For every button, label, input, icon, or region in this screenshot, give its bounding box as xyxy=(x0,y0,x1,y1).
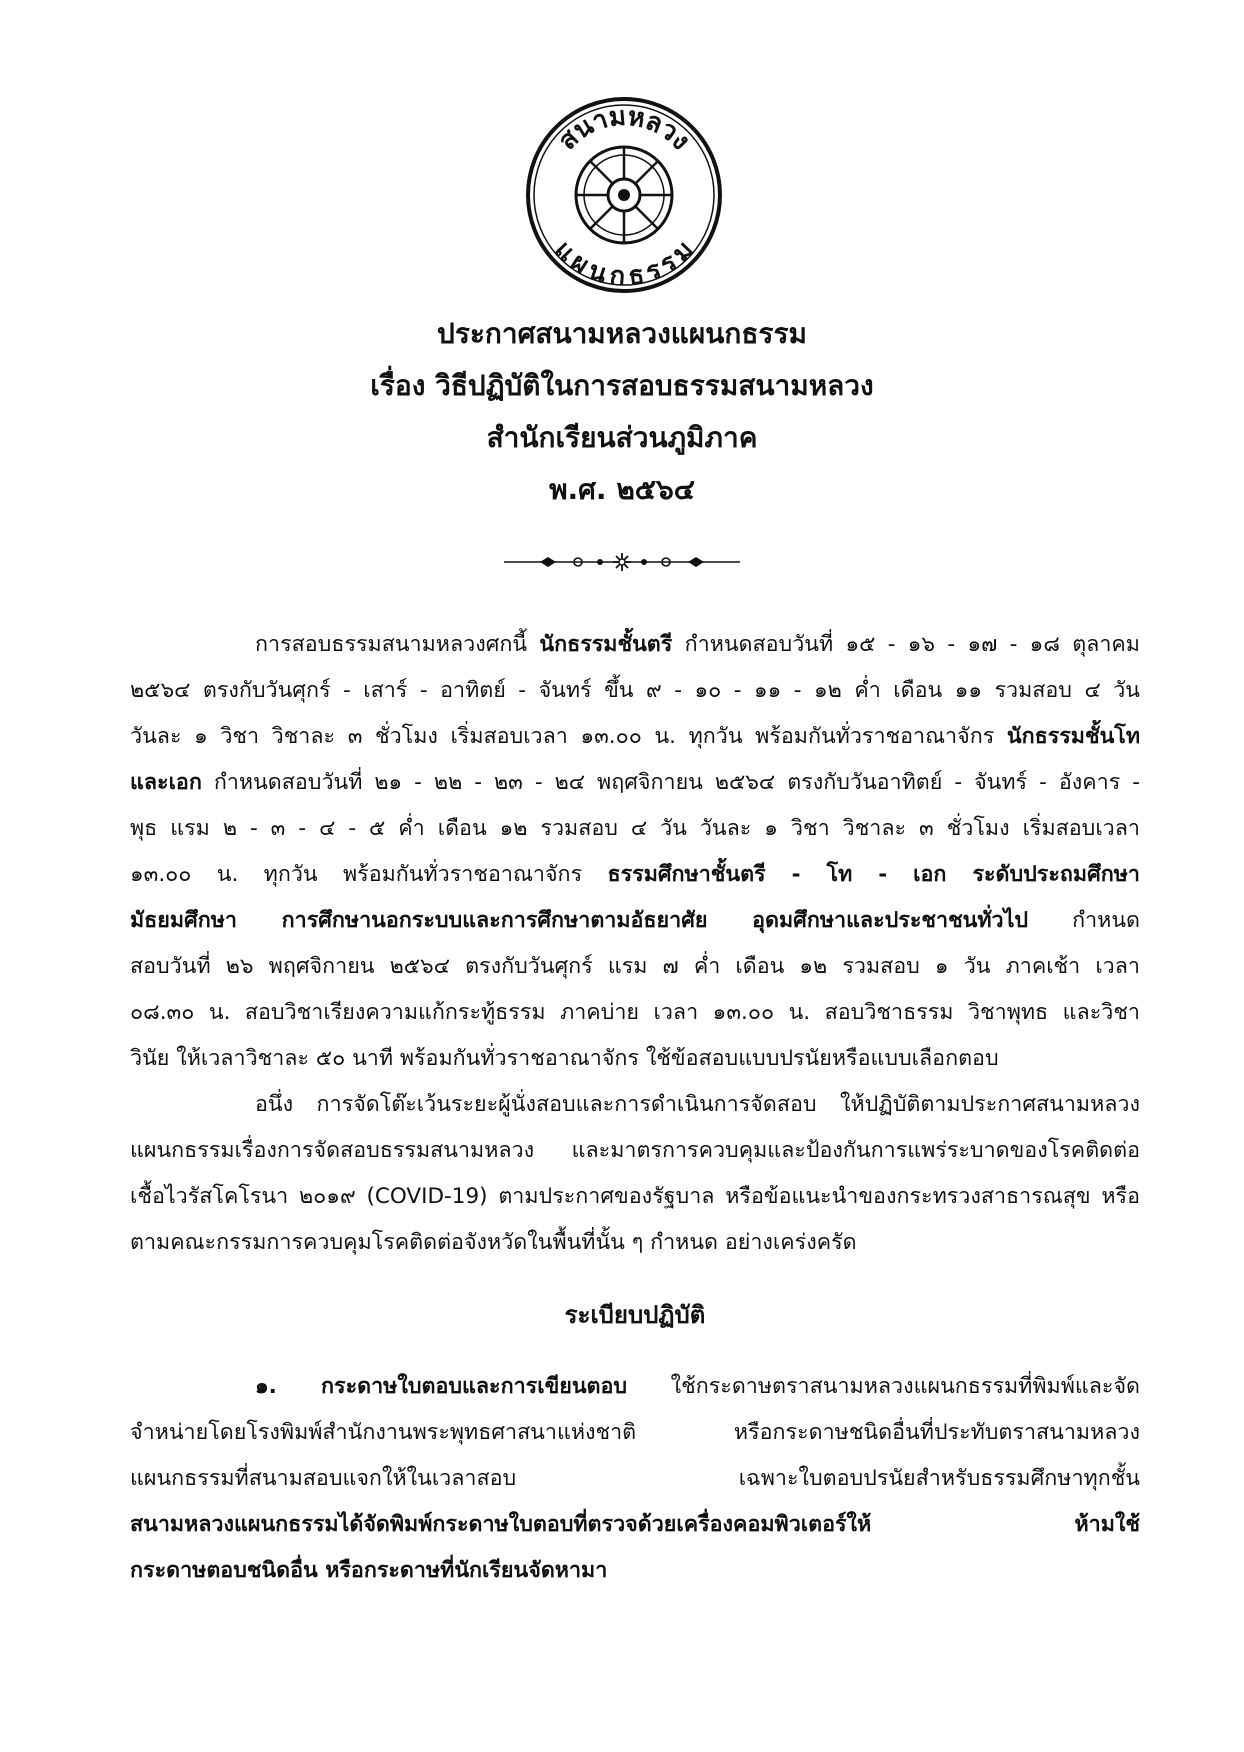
paragraph-1-line-1: การสอบธรรมสนามหลวงศกนี้ นักธรรมชั้นตรี กำหนดสอบวันที่ ๑๕ - ๑๖ - ๑๗ - ๑๘ ตุลาคม xyxy=(255,632,1140,657)
item-1-line-3: แผนกธรรมที่สนามสอบแจกให้ในเวลาสอบ เฉพาะใบตอบปรนัยสำหรับธรรมศึกษาทุกชั้น xyxy=(130,1466,1140,1491)
item-1-line-5: กระดาษตอบชนิดอื่น หรือกระดาษที่นักเรียนจัดหามา xyxy=(130,1558,608,1583)
title-office: สำนักเรียนส่วนภูมิภาค xyxy=(486,421,758,454)
dharma-wheel-seal xyxy=(524,95,724,295)
item-1-line-2: จำหน่ายโดยโรงพิมพ์สำนักงานพระพุทธศาสนาแห่งชาติ หรือกระดาษชนิดอื่นที่ประทับตราสนามหลวง xyxy=(130,1420,1140,1445)
paragraph-2-line-4: ตามคณะกรรมการควบคุมโรคติดต่อจังหวัดในพื้นที่นั้น ๆ กำหนด อย่างเคร่งครัด xyxy=(130,1230,857,1255)
document-title-block xyxy=(0,308,1244,516)
seal-text-top: สนามหลวง xyxy=(552,101,696,157)
paragraph-1-line-7: มัธยมศึกษา การศึกษานอกระบบและการศึกษาตามอัธยาศัย อุดมศึกษาและประชาชนทั่วไป กำหนด xyxy=(130,908,1140,933)
paragraph-2-line-2: แผนกธรรมเรื่องการจัดสอบธรรมสนามหลวง และมาตรการควบคุมและป้องกันการแพร่ระบาดของโรคติดต่อ xyxy=(130,1138,1140,1163)
paragraph-2-line-1: อนึ่ง การจัดโต๊ะเว้นระยะผู้นั่งสอบและการดำเนินการจัดสอบ ให้ปฏิบัติตามประกาศสนามหลวง xyxy=(255,1092,1140,1117)
ornamental-divider xyxy=(500,548,744,576)
item-1-line-4: สนามหลวงแผนกธรรมได้จัดพิมพ์กระดาษใบตอบที่ตรวจด้วยเครื่องคอมพิวเตอร์ให้ ห้ามใช้ xyxy=(130,1512,1140,1537)
item-1-line-1: ๑. กระดาษใบตอบและการเขียนตอบ ใช้กระดาษตราสนามหลวงแผนกธรรมที่พิมพ์และจัด xyxy=(255,1374,1140,1399)
paragraph-1-line-2: ๒๕๖๔ ตรงกับวันศุกร์ - เสาร์ - อาทิตย์ - จันทร์ ขึ้น ๙ - ๑๐ - ๑๑ - ๑๒ ค่ำ เดือน ๑๑ รวมสอบ ๔ วัน xyxy=(130,678,1140,703)
paragraph-1-line-6: ๑๓.๐๐ น. ทุกวัน พร้อมกันทั่วราชอาณาจักร ธรรมศึกษาชั้นตรี - โท - เอก ระดับประถมศึกษา xyxy=(130,862,1140,887)
section-heading: ระเบียบปฏิบัติ xyxy=(564,1301,706,1329)
paragraph-1-line-5: พุธ แรม ๒ - ๓ - ๔ - ๕ ค่ำ เดือน ๑๒ รวมสอบ ๔ วัน วันละ ๑ วิชา วิชาละ ๓ ชั่วโมง เริ่มสอบเวลา xyxy=(130,816,1140,841)
title-year: พ.ศ. ๒๕๖๔ xyxy=(549,473,695,506)
title-subject: เรื่อง วิธีปฏิบัติในการสอบธรรมสนามหลวง xyxy=(370,369,874,402)
paragraph-1-line-8: สอบวันที่ ๒๖ พฤศจิกายน ๒๕๖๔ ตรงกับวันศุกร์ แรม ๗ ค่ำ เดือน ๑๒ รวมสอบ ๑ วัน ภาคเช้า เวลา xyxy=(130,954,1140,979)
paragraph-1-line-9: ๐๘.๓๐ น. สอบวิชาเรียงความแก้กระทู้ธรรม ภาคบ่าย เวลา ๑๓.๐๐ น. สอบวิชาธรรม วิชาพุทธ และวิชา xyxy=(130,1000,1140,1025)
paragraph-1-line-4: และเอก กำหนดสอบวันที่ ๒๑ - ๒๒ - ๒๓ - ๒๔ พฤศจิกายน ๒๕๖๔ ตรงกับวันอาทิตย์ - จันทร์ - อังคาร - xyxy=(130,770,1140,795)
paragraph-2-line-3: เชื้อไวรัสโคโรนา ๒๐๑๙ (COVID-19) ตามประกาศของรัฐบาล หรือข้อแนะนำของกระทรวงสาธารณสุข หรือ xyxy=(130,1184,1140,1209)
title-announcement: ประกาศสนามหลวงแผนกธรรม xyxy=(437,317,807,350)
paragraph-1-line-3: วันละ ๑ วิชา วิชาละ ๓ ชั่วโมง เริ่มสอบเวลา ๑๓.๐๐ น. ทุกวัน พร้อมกันทั่วราชอาณาจักร นักธรรมชั้นโท xyxy=(130,724,1140,749)
seal-text-bottom: แผนกธรรม xyxy=(548,235,700,293)
paragraph-1-line-10: วินัย ให้เวลาวิชาละ ๕๐ นาที พร้อมกันทั่วราชอาณาจักร ใช้ข้อสอบแบบปรนัยหรือแบบเลือกตอบ xyxy=(130,1046,999,1071)
